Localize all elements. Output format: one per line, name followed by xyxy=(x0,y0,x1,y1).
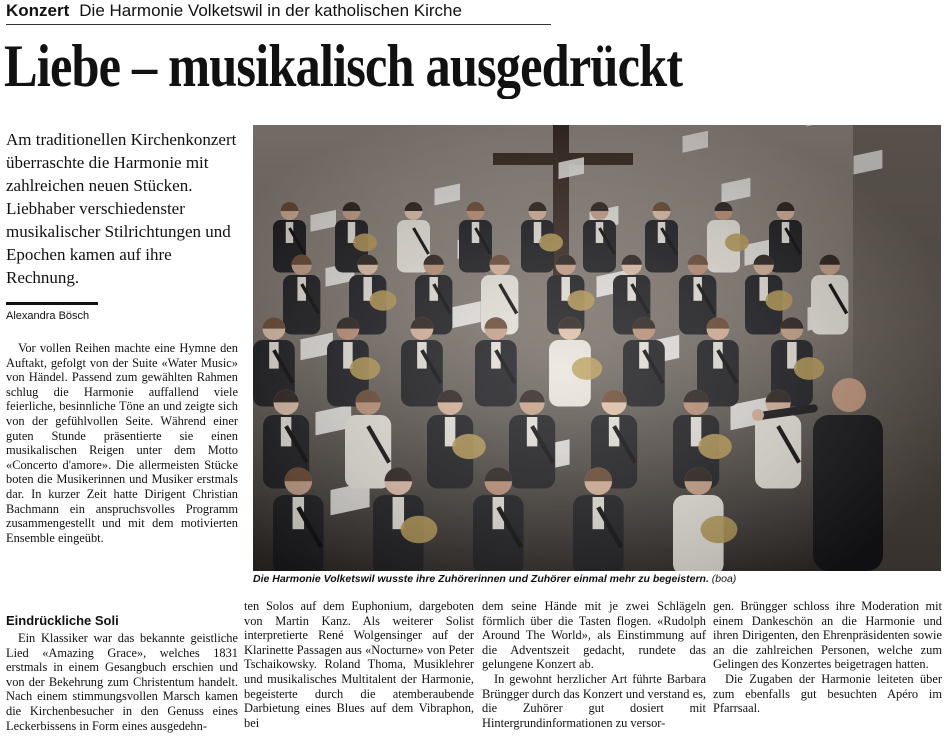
kicker-topic: Die Harmonie Volketswil in der katholischen Kirche xyxy=(79,1,462,20)
body-paragraph-6: gen. Brüngger schloss ihre Moderation mit einem Dankeschön an die Harmonie und ihren Dirigenten, den Ehrenpräsidenten sowie an die zahlreichen Personen, welche zum Gelingen des Konzertes beigetragen hatten. xyxy=(713,599,942,672)
author-byline: Alexandra Bösch xyxy=(6,310,90,322)
body-paragraph-5: In gewohnt herzlicher Art führte Barbara Brüngger durch das Konzert und verstand es, die Zuhörer gut dosiert mit Hintergrundinformationen zu versor- xyxy=(482,671,706,730)
photo-caption xyxy=(253,572,941,586)
body-paragraph-2: Ein Klassiker war das bekannte geistliche Lied «Amazing Grace», welches 1831 erstmals in einem Gesangbuch erschien und von der Bekehrung zum Christentum handelt. Nach einem stimmungsvollen Marsch kamen die Kirchenbesucher in den Genuss eines Leckerbissens in Form eines ausgedehn- xyxy=(6,631,238,733)
article-column-4 xyxy=(713,599,942,716)
article-column-3 xyxy=(482,599,706,730)
article-column-1a xyxy=(6,341,238,545)
kicker xyxy=(6,0,551,24)
orchestra-photo-illustration xyxy=(253,125,941,571)
caption-text: Die Harmonie Volketswil wusste ihre Zuhörerinnen und Zuhörer einmal mehr zu begeistern. xyxy=(253,573,709,585)
subheading: Eindrückliche Soli xyxy=(6,613,119,628)
headline: Liebe – musikalisch ausgedrückt xyxy=(4,33,683,99)
orchestra-photo xyxy=(253,125,941,571)
kicker-divider xyxy=(6,24,551,25)
body-paragraph-1: Vor vollen Reihen machte eine Hymne den Auftakt, gefolgt von der Suite «Water Music» von Händel. Passend zum gewählten Rahmen schlug die Harmonie auffallend viele feierliche, besinnliche Töne an und zeigte sich von der gefühlvollen Seite. Während einer guten Stunde präsentierte sie einen musikalischen Reigen unter dem Motto «Concerto d'amore». Die allermeisten Stücke boten die Musikerinnen und Musiker erstmals dar. In kurzer Zeit hatte Dirigent Christian Bachmann ein anspruchsvolles Programm zusammengestellt und mit dem motivierten Ensemble eingeübt. xyxy=(6,341,238,545)
author-divider xyxy=(6,302,98,305)
body-paragraph-3: ten Solos auf dem Euphonium, dargeboten von Martin Kanz. Als weiterer Solist interpretierte René Wolgensinger auf der Klarinette Passagen aus «Nocturne» von Peter Tschaikowsky. Roland Thoma, Musiklehrer und musikalisches Multitalent der Harmonie, begeisterte durch die atemberaubende Darbietung eines Blues auf dem Vibraphon, bei xyxy=(244,599,474,730)
kicker-section: Konzert xyxy=(6,1,70,20)
article-column-2 xyxy=(244,599,474,730)
lead-paragraph: Am traditionellen Kirchenkonzert überraschte die Harmonie mit zahlreichen neuen Stücken. Liebhaber verschiedenster musikalischer Stilrichtungen und Epochen kamen auf ihre Rechnung. xyxy=(6,130,237,287)
body-paragraph-4: dem seine Hände mit je zwei Schlägeln förmlich über die Tasten flogen. «Rudolph Around The World», als Einstimmung auf die Adventszeit gedacht, rundete das gelungene Konzert ab. xyxy=(482,599,706,672)
body-paragraph-7: Die Zugaben der Harmonie leiteten über zum ebenfalls gut besuchten Apéro im Pfarrsaal. xyxy=(713,671,942,716)
article-column-1b xyxy=(6,613,238,733)
photo-credit: (boa) xyxy=(711,573,737,585)
